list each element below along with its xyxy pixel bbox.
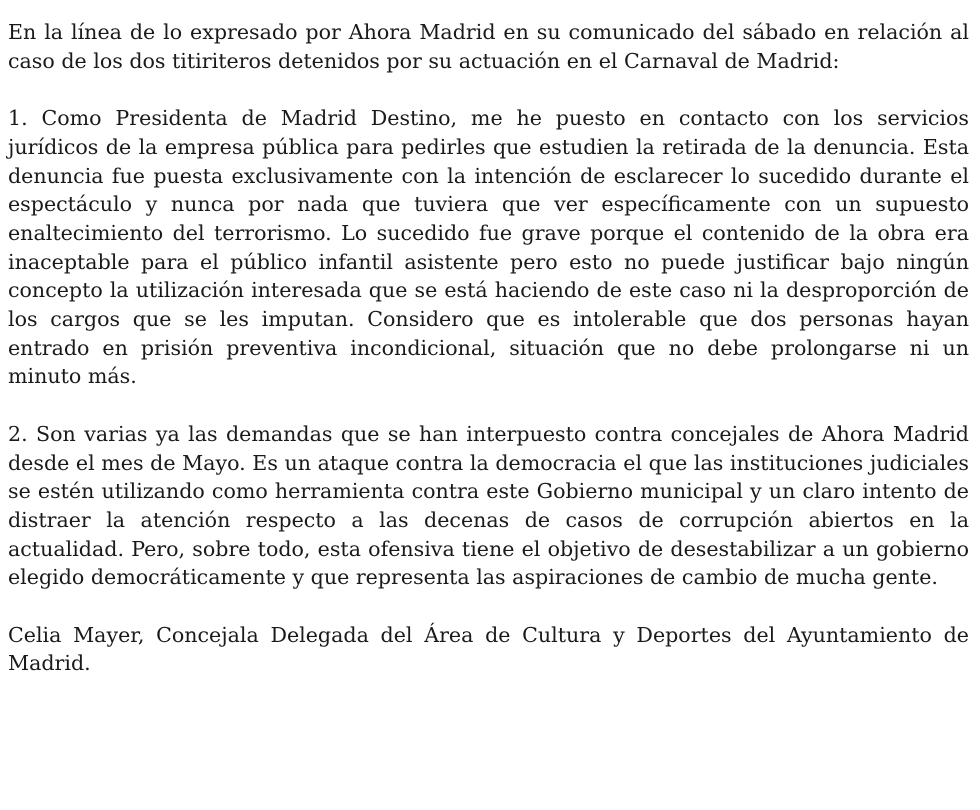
signature-paragraph: Celia Mayer, Concejala Delegada del Área de Cultura y Deportes del Ayuntamiento de Madrid. xyxy=(8,622,969,676)
paragraph-spacer xyxy=(8,592,969,621)
point-1-paragraph: 1. Como Presidenta de Madrid Destino, me he puesto en contacto con los servicios jurídicos de la empresa pública para pedirles que estudien la retirada de la denuncia. Esta denuncia fue puesta exclusivamente con la intención de esclarecer lo sucedido durante el espectáculo y nunca por nada que tuviera que ver específicamente con un supuesto enaltecimiento del terrorismo. Lo sucedido fue grave porque el contenido de la obra era inaceptable para el público infantil asistente pero esto no puede justificar bajo ningún concepto la utilización interesada que se está haciendo de este caso ni la desproporción de los cargos que se les imputan. Considero que es intolerable que dos personas hayan entrado en prisión preventiva incondicional, situación que no debe prolongarse ni un minuto más. xyxy=(8,106,969,389)
intro-paragraph: En la línea de lo expresado por Ahora Madrid en su comunicado del sábado en relación al caso de los dos titiriteros detenidos por su actuación en el Carnaval de Madrid: xyxy=(8,20,969,73)
paragraph-spacer xyxy=(8,391,969,420)
point-2-paragraph: 2. Son varias ya las demandas que se han interpuesto contra concejales de Ahora Madrid desde el mes de Mayo. Es un ataque contra la democracia el que las instituciones judiciales se estén utilizando como herramienta contra este Gobierno municipal y un claro intento de distraer la atención respecto a las decenas de casos de corrupción abiertos en la actualidad. Pero, sobre todo, esta ofensiva tiene el objetivo de desestabilizar a un gobierno elegido democráticamente y que representa las aspiraciones de cambio de mucha gente. xyxy=(8,421,969,590)
paragraph-spacer xyxy=(8,75,969,104)
